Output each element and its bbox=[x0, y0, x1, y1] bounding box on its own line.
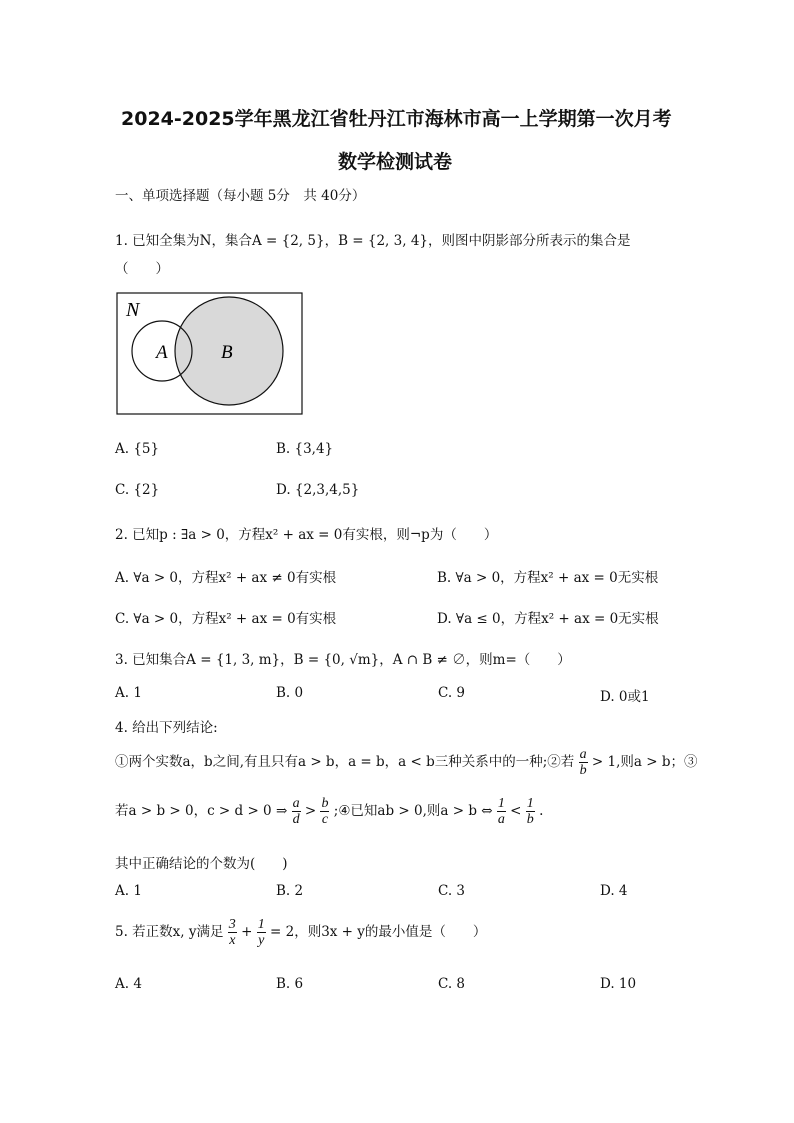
q4-option-c[interactable]: C. 3 bbox=[438, 883, 466, 899]
section-heading: 一、单项选择题（每小题 5分 共 40分） bbox=[115, 188, 366, 204]
q4-fraction-a-over-b bbox=[579, 747, 588, 778]
set-b-label: B bbox=[221, 342, 233, 363]
fraction-denominator: d bbox=[292, 812, 300, 827]
q4-option-a[interactable]: A. 1 bbox=[115, 883, 142, 899]
page-title-line1: 2024-2025学年黑龙江省牡丹江市海林市高一上学期第一次月考 bbox=[121, 108, 672, 130]
q4-statement-line1 bbox=[115, 747, 697, 778]
fraction-numerator: 1 bbox=[526, 796, 534, 811]
q4-stem: 4. 给出下列结论: bbox=[115, 720, 218, 736]
q5-plus-symbol: + bbox=[241, 924, 253, 940]
q1-option-d[interactable]: D. {2,3,4,5} bbox=[276, 482, 360, 498]
q4-line1-text-a: ①两个实数a，b之间,有且只有a > b，a = b，a < b三种关系中的一种;②若 bbox=[115, 754, 575, 770]
fraction-numerator: 1 bbox=[257, 917, 265, 932]
q5-stem-text-b: = 2，则3x + y的最小值是（ ） bbox=[270, 924, 487, 940]
q5-option-d[interactable]: D. 10 bbox=[600, 976, 637, 992]
q5-fraction-1-over-y bbox=[257, 917, 266, 948]
q5-fraction-3-over-x bbox=[228, 917, 237, 948]
q2-stem: 2. 已知p : ∃a > 0，方程x² + ax = 0有实根，则¬p为（ ） bbox=[115, 527, 498, 543]
q2-option-a[interactable]: A. ∀a > 0，方程x² + ax ≠ 0有实根 bbox=[115, 570, 337, 586]
q5-option-b[interactable]: B. 6 bbox=[276, 976, 304, 992]
q1-paren: （ ） bbox=[115, 261, 169, 277]
venn-diagram bbox=[116, 292, 304, 416]
q4-line2-text-b: ;④已知ab > 0,则a > b ⇔ bbox=[333, 803, 493, 819]
fraction-denominator: y bbox=[258, 933, 265, 948]
q4-line1-text-b: > 1,则a > b；③ bbox=[591, 754, 698, 770]
q4-fraction-1-over-a bbox=[497, 796, 506, 827]
fraction-numerator: 3 bbox=[228, 917, 236, 932]
q3-stem: 3. 已知集合A = {1, 3, m}，B = {0, √m}，A ∩ B ≠ ∅，则m=（ ） bbox=[115, 652, 571, 668]
fraction-denominator: a bbox=[497, 812, 505, 827]
q4-line2-end: . bbox=[539, 803, 544, 819]
fraction-numerator: a bbox=[579, 747, 587, 762]
fraction-numerator: 1 bbox=[497, 796, 505, 811]
q5-stem bbox=[115, 917, 486, 948]
q1-stem: 1. 已知全集为N，集合A = {2, 5}，B = {2, 3, 4}，则图中阴影部分所表示的集合是 bbox=[115, 233, 631, 249]
q3-option-c[interactable]: C. 9 bbox=[438, 685, 466, 701]
fraction-denominator: b bbox=[526, 812, 534, 827]
q1-option-b[interactable]: B. {3,4} bbox=[276, 441, 334, 457]
q4-option-d[interactable]: D. 4 bbox=[600, 883, 628, 899]
q4-gt-symbol: > bbox=[304, 803, 317, 819]
q5-stem-text-a: 5. 若正数x, y满足 bbox=[115, 924, 224, 940]
q3-option-a[interactable]: A. 1 bbox=[115, 685, 142, 701]
q2-option-d[interactable]: D. ∀a ≤ 0，方程x² + ax = 0无实根 bbox=[437, 611, 659, 627]
fraction-numerator: b bbox=[321, 796, 329, 811]
q1-option-a[interactable]: A. {5} bbox=[115, 441, 160, 457]
q2-option-b[interactable]: B. ∀a > 0，方程x² + ax = 0无实根 bbox=[437, 570, 659, 586]
q3-option-d[interactable]: D. 0或1 bbox=[600, 689, 650, 705]
q4-option-b[interactable]: B. 2 bbox=[276, 883, 304, 899]
q4-fraction-a-over-d bbox=[292, 796, 301, 827]
q2-option-c[interactable]: C. ∀a > 0，方程x² + ax = 0有实根 bbox=[115, 611, 337, 627]
fraction-numerator: a bbox=[292, 796, 300, 811]
q1-option-c[interactable]: C. {2} bbox=[115, 482, 160, 498]
q4-line2-text-a: 若a > b > 0，c > d > 0 ⇒ bbox=[115, 803, 288, 819]
fraction-denominator: b bbox=[579, 763, 587, 778]
q4-question: 其中正确结论的个数为( ) bbox=[115, 856, 288, 872]
fraction-denominator: x bbox=[229, 933, 236, 948]
q5-option-a[interactable]: A. 4 bbox=[115, 976, 142, 992]
set-a-label: A bbox=[156, 342, 168, 363]
q4-statement-line2 bbox=[115, 796, 543, 827]
q4-fraction-1-over-b bbox=[526, 796, 535, 827]
page-title-line2: 数学检测试卷 bbox=[338, 151, 453, 173]
q3-option-b[interactable]: B. 0 bbox=[276, 685, 304, 701]
fraction-denominator: c bbox=[321, 812, 329, 827]
q5-option-c[interactable]: C. 8 bbox=[438, 976, 466, 992]
universe-label: N bbox=[126, 299, 140, 321]
q4-lt-symbol: < bbox=[510, 803, 522, 819]
q4-fraction-b-over-c bbox=[320, 796, 329, 827]
